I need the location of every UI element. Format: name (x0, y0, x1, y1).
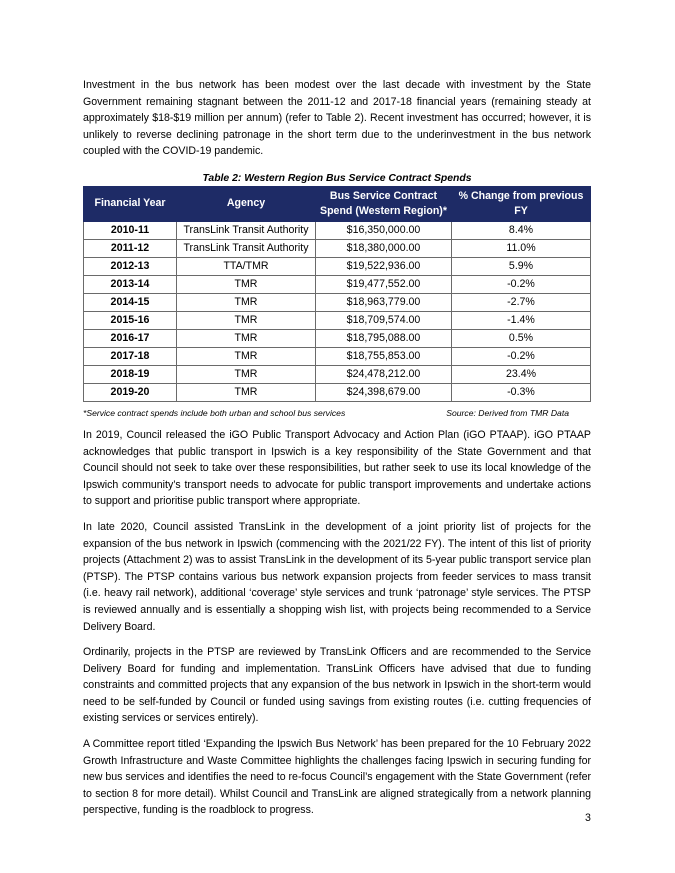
header-financial-year: Financial Year (84, 186, 177, 221)
cell-agency: TMR (177, 275, 316, 293)
cell-change: 11.0% (452, 239, 591, 257)
table-header-row (84, 186, 591, 221)
table-caption: Table 2: Western Region Bus Service Contract Spends (202, 172, 472, 184)
cell-agency: TMR (177, 311, 316, 329)
table-row (84, 347, 591, 365)
table-body (84, 221, 591, 401)
cell-spend: $18,755,853.00 (316, 347, 452, 365)
cell-year: 2017-18 (84, 347, 177, 365)
table-row (84, 329, 591, 347)
cell-change: -0.2% (452, 347, 591, 365)
header-agency: Agency (177, 186, 316, 221)
table-row (84, 383, 591, 401)
cell-year: 2013-14 (84, 275, 177, 293)
document-page (83, 77, 591, 828)
body-paragraph: In 2019, Council released the iGO Public Transport Advocacy and Action Plan (iGO PTAAP). iGO PTAAP acknowledges that public transport in Ipswich is a key responsibility of the State Government and that Council should not seek to take over these responsibilities, but rather seek to use its local knowledge of the Ipswich community’s transport needs to advocate for public transport improvements and undertake actions to support and prioritise public transport where appropriate. (83, 428, 591, 508)
header-spend: Bus Service Contract Spend (Western Region)* (316, 186, 452, 221)
table-row (84, 311, 591, 329)
cell-spend: $18,795,088.00 (316, 329, 452, 347)
cell-year: 2019-20 (84, 383, 177, 401)
cell-agency: TMR (177, 365, 316, 383)
body-paragraph: In late 2020, Council assisted TransLink in the development of a joint priority list of projects for the expansion of the bus network in Ipswich (commencing with the 2021/22 FY). The intent of this list of priority projects (Attachment 2) was to assist TransLink in the development of its 5-year public transport service plan (PTSP). The PTSP contains various bus network expansion projects from feeder services to mass transit (i.e. heavy rail network), additional ‘coverage’ style services and trunk ‘patronage’ style services. The PTSP is reviewed annually and is essentially a shopping wish list, with projects being recommended to a Service Delivery Board. (83, 520, 591, 633)
cell-change: -2.7% (452, 293, 591, 311)
table-row (84, 365, 591, 383)
body-paragraph: Ordinarily, projects in the PTSP are reviewed by TransLink Officers and are recommended to the Service Delivery Board for funding and implementation. TransLink Officers have advised that due to funding constraints and committed projects that any expansion of the bus network in Ipswich in the short-term would need to be self-funded by Council or funded using savings from existing routes (i.e. cutting frequencies of existing services or services entirely). (83, 646, 591, 725)
cell-agency: TMR (177, 383, 316, 401)
cell-change: -0.3% (452, 383, 591, 401)
cell-year: 2011-12 (84, 239, 177, 257)
page-number: 3 (585, 812, 591, 824)
cell-spend: $24,398,679.00 (316, 383, 452, 401)
table-footnote: *Service contract spends include both urban and school bus services (83, 407, 346, 418)
intro-paragraph: Investment in the bus network has been modest over the last decade with investment by the State Government remaining stagnant between the 2011-12 and 2017-18 financial years (remaining steady at approximately $18-$19 million per annum) (refer to Table 2). Recent investment has occurred; however, it is unlikely to reverse declining patronage in the short term due to the underinvestment in the bus network coupled with the COVID-19 pandemic. (83, 79, 591, 158)
cell-spend: $19,522,936.00 (316, 257, 452, 275)
cell-spend: $16,350,000.00 (316, 221, 452, 239)
cell-spend: $18,963,779.00 (316, 293, 452, 311)
table-row (84, 275, 591, 293)
bus-spend-table (83, 186, 591, 402)
cell-agency: TTA/TMR (177, 257, 316, 275)
cell-change: 8.4% (452, 221, 591, 239)
cell-agency: TMR (177, 329, 316, 347)
cell-agency: TransLink Transit Authority (177, 239, 316, 257)
cell-agency: TMR (177, 347, 316, 365)
table-source: Source: Derived from TMR Data (446, 407, 569, 418)
cell-change: 0.5% (452, 329, 591, 347)
cell-year: 2016-17 (84, 329, 177, 347)
cell-year: 2012-13 (84, 257, 177, 275)
table-row (84, 293, 591, 311)
table-row (84, 239, 591, 257)
cell-agency: TMR (177, 293, 316, 311)
body-paragraph: A Committee report titled ‘Expanding the Ipswich Bus Network’ has been prepared for the 10 February 2022 Growth Infrastructure and Waste Committee highlights the challenges facing Ipswich in securing funding for new bus services and identifies the need to re-focus Council’s engagement with the State Government (refer to section 8 for more detail). Whilst Council and TransLink are aligned strategically from a network planning perspective, funding is the roadblock to progress. (83, 738, 591, 817)
table-notes (83, 408, 591, 418)
cell-change: -1.4% (452, 311, 591, 329)
cell-spend: $18,380,000.00 (316, 239, 452, 257)
cell-year: 2015-16 (84, 311, 177, 329)
cell-change: 23.4% (452, 365, 591, 383)
table-row (84, 257, 591, 275)
cell-change: 5.9% (452, 257, 591, 275)
cell-year: 2018-19 (84, 365, 177, 383)
cell-spend: $19,477,552.00 (316, 275, 452, 293)
cell-year: 2010-11 (84, 221, 177, 239)
cell-change: -0.2% (452, 275, 591, 293)
cell-year: 2014-15 (84, 293, 177, 311)
cell-spend: $24,478,212.00 (316, 365, 452, 383)
table-row (84, 221, 591, 239)
cell-spend: $18,709,574.00 (316, 311, 452, 329)
header-change: % Change from previous FY (452, 186, 591, 221)
cell-agency: TransLink Transit Authority (177, 221, 316, 239)
